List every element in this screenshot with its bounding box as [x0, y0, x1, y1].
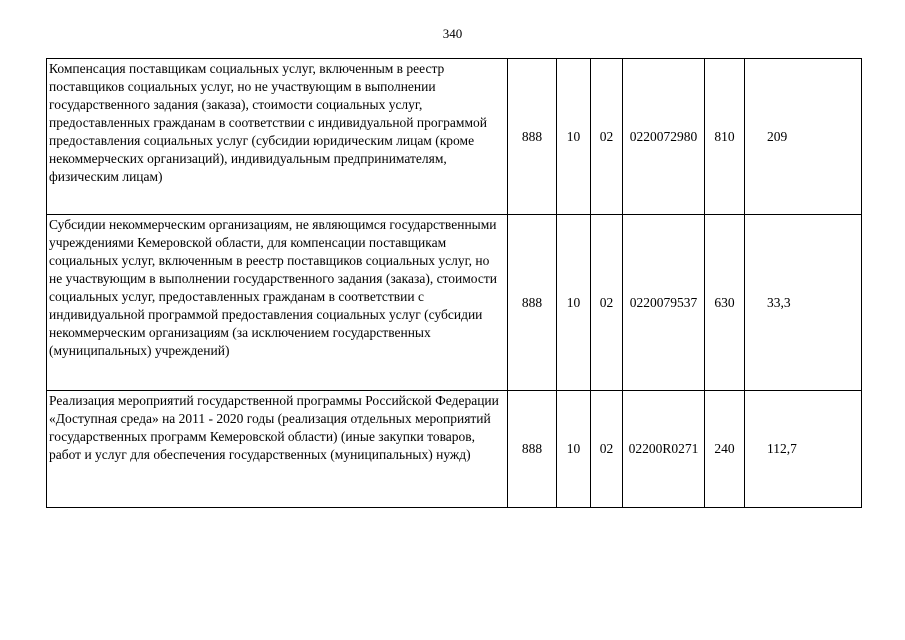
- table-row: [47, 215, 862, 391]
- row-expense-type: 810: [705, 59, 745, 215]
- row-admin-code: 888: [508, 215, 557, 391]
- row-target-code: 0220072980: [623, 59, 705, 215]
- row-target-code: 02200R0271: [623, 391, 705, 508]
- row-section: 10: [557, 59, 591, 215]
- page-number: 340: [442, 26, 463, 41]
- row-description: Компенсация поставщикам социальных услуг, включенным в реестр поставщиков социальных услуг, но не участвующим в выполнении государственного задания (заказа), стоимости социальных услуг, предоставленных гражданам в соответствии с индивидуальной программой предоставления социальных услуг (субсидии юридическим лицам (кроме некоммерческих организаций), индивидуальным предпринимателям, физическим лицам): [47, 59, 508, 215]
- row-expense-type: 240: [705, 391, 745, 508]
- row-description: Субсидии некоммерческим организациям, не являющимся государственными учреждениями Кемеровской области, для компенсации поставщикам социальных услуг, включенным в реестр поставщиков социальных услуг, но не участвующим в выполнении государственного задания (заказа), стоимости социальных услуг, предоставленных гражданам в соответствии с индивидуальной программой предоставления социальных услуг (субсидии некоммерческим организациям (за исключением государственных (муниципальных) учреждений): [47, 215, 508, 391]
- row-admin-code: 888: [508, 391, 557, 508]
- row-amount: 209: [745, 59, 862, 215]
- row-expense-type: 630: [705, 215, 745, 391]
- row-subsection: 02: [591, 215, 623, 391]
- row-description: Реализация мероприятий государственной программы Российской Федерации «Доступная среда» на 2011 - 2020 годы (реализация отдельных мероприятий государственных программ Кемеровской области) (иные закупки товаров, работ и услуг для обеспечения государственных (муниципальных) нужд): [47, 391, 508, 508]
- budget-table: [46, 58, 862, 508]
- row-amount: 33,3: [745, 215, 862, 391]
- row-amount: 112,7: [745, 391, 862, 508]
- table-row: [47, 59, 862, 215]
- table-row: [47, 391, 862, 508]
- row-section: 10: [557, 391, 591, 508]
- row-section: 10: [557, 215, 591, 391]
- row-target-code: 0220079537: [623, 215, 705, 391]
- row-subsection: 02: [591, 59, 623, 215]
- row-subsection: 02: [591, 391, 623, 508]
- row-admin-code: 888: [508, 59, 557, 215]
